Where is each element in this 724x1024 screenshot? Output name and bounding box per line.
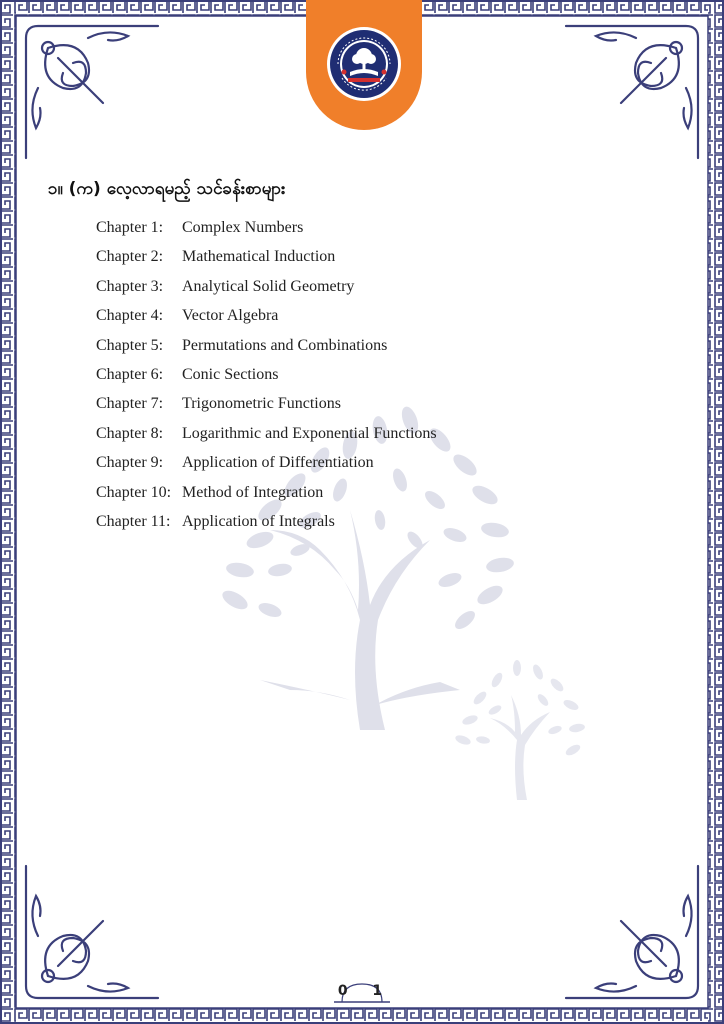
chapter-number: Chapter 9: bbox=[96, 454, 164, 472]
chapter-list bbox=[96, 216, 437, 539]
chapter-number: Chapter 1: bbox=[96, 219, 164, 236]
flourish-ornament-icon bbox=[18, 856, 168, 1006]
list-item bbox=[96, 392, 437, 421]
logo-tab bbox=[306, 0, 422, 130]
flourish-ornament-icon bbox=[18, 18, 168, 168]
chapter-title: Application of Integrals bbox=[182, 512, 335, 530]
list-item bbox=[96, 275, 437, 304]
chapter-number: Chapter 7: bbox=[96, 395, 164, 413]
chapter-number: Chapter 5: bbox=[96, 336, 164, 354]
list-item bbox=[96, 481, 437, 510]
list-item bbox=[96, 451, 437, 480]
list-item bbox=[96, 363, 437, 392]
chapter-number: Chapter 10: bbox=[96, 483, 172, 501]
list-item bbox=[96, 216, 437, 245]
chapter-title: Complex Numbers bbox=[182, 219, 304, 236]
chapter-title: Vector Algebra bbox=[182, 307, 279, 325]
page-number bbox=[330, 980, 394, 1006]
list-item bbox=[96, 510, 437, 539]
flourish-ornament-icon bbox=[556, 856, 706, 1006]
list-item bbox=[96, 334, 437, 363]
chapter-number: Chapter 6: bbox=[96, 365, 164, 383]
chapter-number: Chapter 8: bbox=[96, 424, 164, 442]
chapter-number: Chapter 3: bbox=[96, 277, 164, 295]
chapter-number: Chapter 2: bbox=[96, 248, 164, 266]
tree-watermark-icon bbox=[445, 640, 595, 800]
section-heading: ၁။ (က) လေ့လာရမည့် သင်ခန်းစာများ bbox=[48, 179, 286, 199]
list-item bbox=[96, 422, 437, 451]
list-item bbox=[96, 245, 437, 274]
chapter-title: Trigonometric Functions bbox=[182, 395, 341, 413]
chapter-number: Chapter 11: bbox=[96, 512, 171, 530]
institution-seal-icon bbox=[326, 26, 402, 102]
chapter-title: Analytical Solid Geometry bbox=[182, 277, 355, 295]
chapter-title: Conic Sections bbox=[182, 365, 279, 383]
list-item bbox=[96, 304, 437, 333]
chapter-title: Logarithmic and Exponential Functions bbox=[182, 424, 437, 442]
chapter-title: Application of Differentiation bbox=[182, 454, 374, 472]
chapter-title: Method of Integration bbox=[182, 483, 324, 501]
flourish-ornament-icon bbox=[556, 18, 706, 168]
chapter-title: Permutations and Combinations bbox=[182, 336, 388, 354]
page-number-text: 0 1 bbox=[337, 983, 393, 999]
chapter-title: Mathematical Induction bbox=[182, 248, 336, 266]
chapter-number: Chapter 4: bbox=[96, 307, 164, 325]
